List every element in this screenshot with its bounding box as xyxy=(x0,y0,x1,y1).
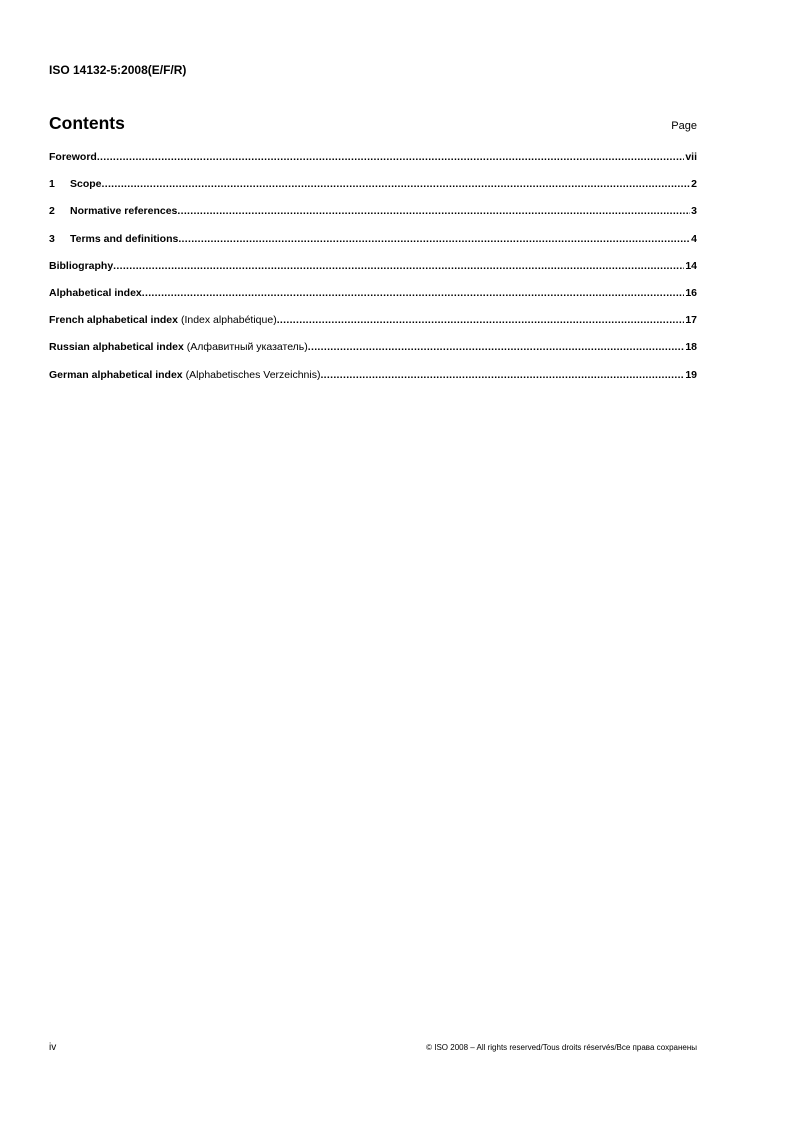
toc-entry-page: 14 xyxy=(685,259,697,272)
dot-leader xyxy=(97,151,684,163)
toc-entry-subtitle: (Алфавитный указатель) xyxy=(186,341,308,354)
toc-entry-label: Russian alphabetical index xyxy=(49,341,184,354)
toc-entry[interactable] xyxy=(49,287,697,314)
dot-leader xyxy=(178,233,690,245)
toc-entry-page: vii xyxy=(685,151,697,163)
copyright-notice: © ISO 2008 – All rights reserved/Tous droits réservés/Все права сохранены xyxy=(426,1043,697,1052)
toc-entry-page: 18 xyxy=(685,341,697,354)
toc-entry-label: Alphabetical index xyxy=(49,286,142,299)
dot-leader xyxy=(113,260,684,272)
toc-entry-number: 1 xyxy=(49,178,55,191)
toc-entry-label: German alphabetical index xyxy=(49,368,183,381)
toc-entry[interactable] xyxy=(49,369,697,396)
toc-entry-label: Bibliography xyxy=(49,259,114,272)
toc-entry-page: 3 xyxy=(691,205,697,218)
contents-heading xyxy=(49,113,697,134)
dot-leader xyxy=(320,369,684,381)
dot-leader xyxy=(142,287,685,299)
page-number: iv xyxy=(49,1042,57,1053)
toc-entry[interactable] xyxy=(49,341,697,368)
toc-entry-page: 16 xyxy=(685,286,697,299)
toc-entry-label: French alphabetical index xyxy=(49,314,178,327)
contents-title: Contents xyxy=(49,113,125,133)
toc-entry-subtitle: (Index alphabétique) xyxy=(180,314,277,327)
toc-entry[interactable] xyxy=(49,260,697,287)
page-column-label: Page xyxy=(671,120,697,132)
toc-entry-page: 2 xyxy=(691,178,697,191)
toc-entry-label: Scope xyxy=(70,178,102,191)
toc-entry[interactable] xyxy=(49,314,697,341)
toc-entry-number: 2 xyxy=(49,205,55,218)
toc-entry[interactable] xyxy=(49,233,697,260)
dot-leader xyxy=(277,314,685,326)
document-header: ISO 14132-5:2008(E/F/R) xyxy=(49,63,187,77)
toc-entry-page: 4 xyxy=(691,232,697,245)
toc-entry[interactable] xyxy=(49,178,697,205)
toc-entry-page: 19 xyxy=(685,368,697,381)
dot-leader xyxy=(308,341,685,353)
table-of-contents xyxy=(49,151,697,396)
dot-leader xyxy=(177,205,690,217)
toc-entry-label: Normative references xyxy=(70,205,178,218)
toc-entry-label: Terms and definitions xyxy=(70,232,179,245)
dot-leader xyxy=(102,178,691,190)
toc-entry-subtitle: (Alphabetisches Verzeichnis) xyxy=(185,368,321,381)
toc-entry-number: 3 xyxy=(49,232,55,245)
toc-entry[interactable] xyxy=(49,205,697,232)
toc-entry-page: 17 xyxy=(685,314,697,327)
toc-entry[interactable] xyxy=(49,151,697,178)
toc-entry-label: Foreword xyxy=(49,151,97,163)
